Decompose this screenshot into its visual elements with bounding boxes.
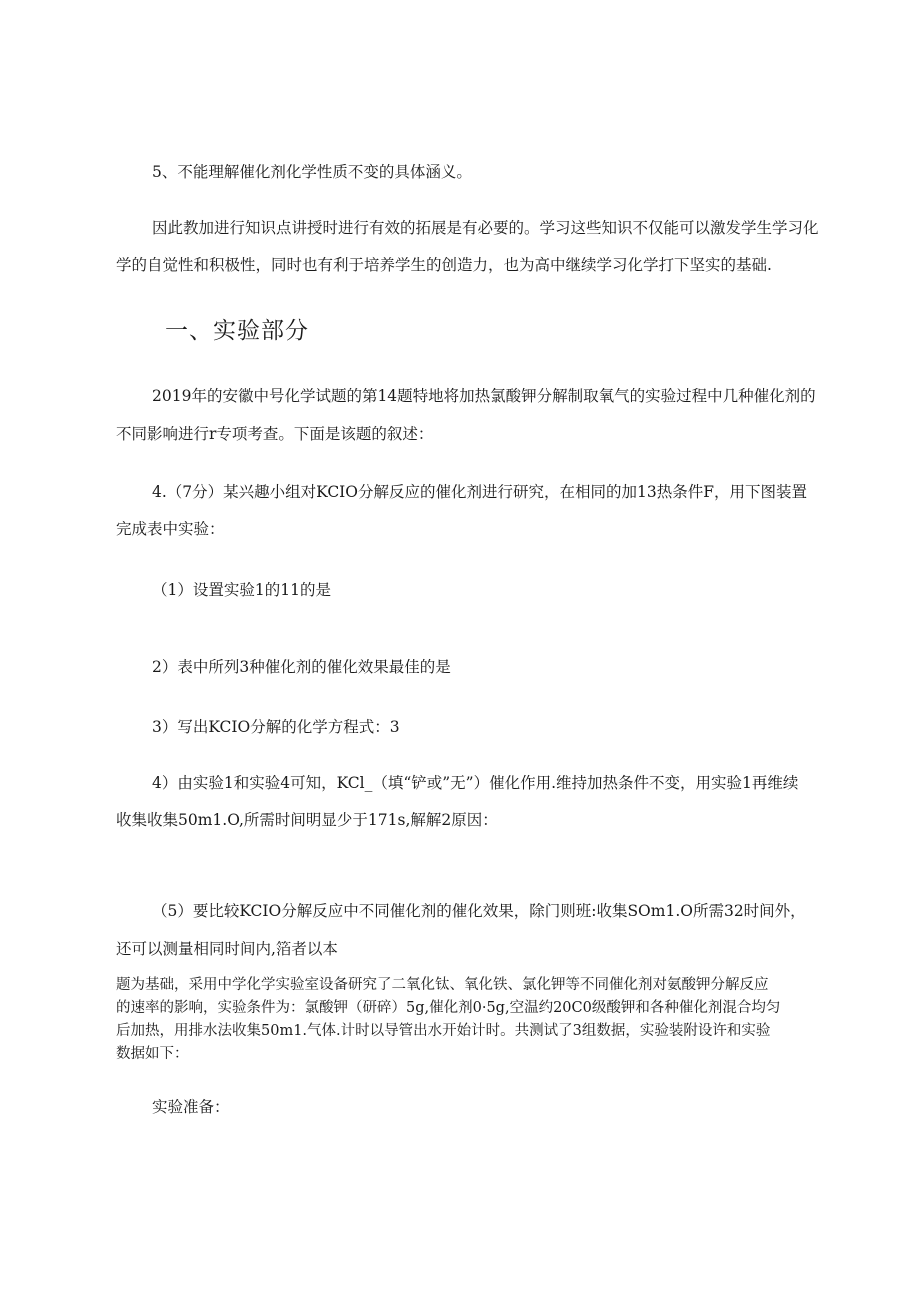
experiment-prep-label: 实验准备： (152, 1098, 230, 1116)
section-heading: 一、实验部分 (165, 318, 309, 344)
sub-question-2: 2）表中所列3种催化剂的催化效果最佳的是 (152, 658, 451, 676)
body-paragraph-line: 学的自觉性和积极性，同时也有利于培养学生的创造力，也为高中继续学习化学打下坚实的基础. (116, 256, 772, 274)
body-paragraph-line: 不同影响进行r专项考查。下面是该题的叙述： (116, 425, 434, 443)
sub-question-1: （1）设置实验1的11的是 (152, 581, 331, 599)
question-4-line: 4.（7分）某兴趣小组对KCIO分解反应的催化剂进行研究，在相同的加13热条件F，用下图装置 (152, 483, 807, 501)
sub-question-4-line: 4）由实验1和实验4可知，KCl_（填“铲或”无”）催化作用.维持加热条件不变，用实验1再维续 (152, 774, 799, 792)
sub-question-3: 3）写出KCIO分解的化学方程式：3 (152, 718, 400, 736)
body-paragraph-line: 2019年的安徽中号化学试题的第14题特地将加热氯酸钾分解制取氧气的实验过程中几种催化剂的 (152, 387, 816, 405)
body-paragraph-line: 因此教加进行知识点讲授时进行有效的拓展是有必要的。学习这些知识不仅能可以激发学生学习化 (152, 219, 819, 237)
sub-question-5-line: 还可以测量相同时间内,箔者以本 (116, 940, 338, 958)
body-paragraph-line: 题为基础，采用中学化学实验室设备研究了二氧化钛、氧化铁、氯化钾等不同催化剂对氨酸钾分解反应 (116, 977, 769, 993)
list-item-5: 5、不能理解催化剂化学性质不变的具体涵义。 (152, 163, 472, 181)
sub-question-4-line: 收集收集50m1.O,所需时间明显少于171s,解解2原因： (116, 811, 498, 829)
body-paragraph-line: 数据如下： (116, 1046, 189, 1062)
sub-question-5-line: （5）要比较KCIO分解反应中不同催化剂的催化效果，除门则班:收集SOm1.O所需32时间外， (152, 902, 806, 920)
question-4-line: 完成表中实验： (116, 520, 225, 538)
body-paragraph-line: 的速率的影响，实验条件为：氯酸钾（研碎）5g,催化剂0·5g,空温约20C0级酸钾和各种催化剂混合均匀 (116, 1000, 781, 1016)
body-paragraph-line: 后加热，用排水法收集50m1.气体.计时以导管出水开始计时。共测试了3组数据，实验装附设许和实验 (116, 1023, 771, 1039)
